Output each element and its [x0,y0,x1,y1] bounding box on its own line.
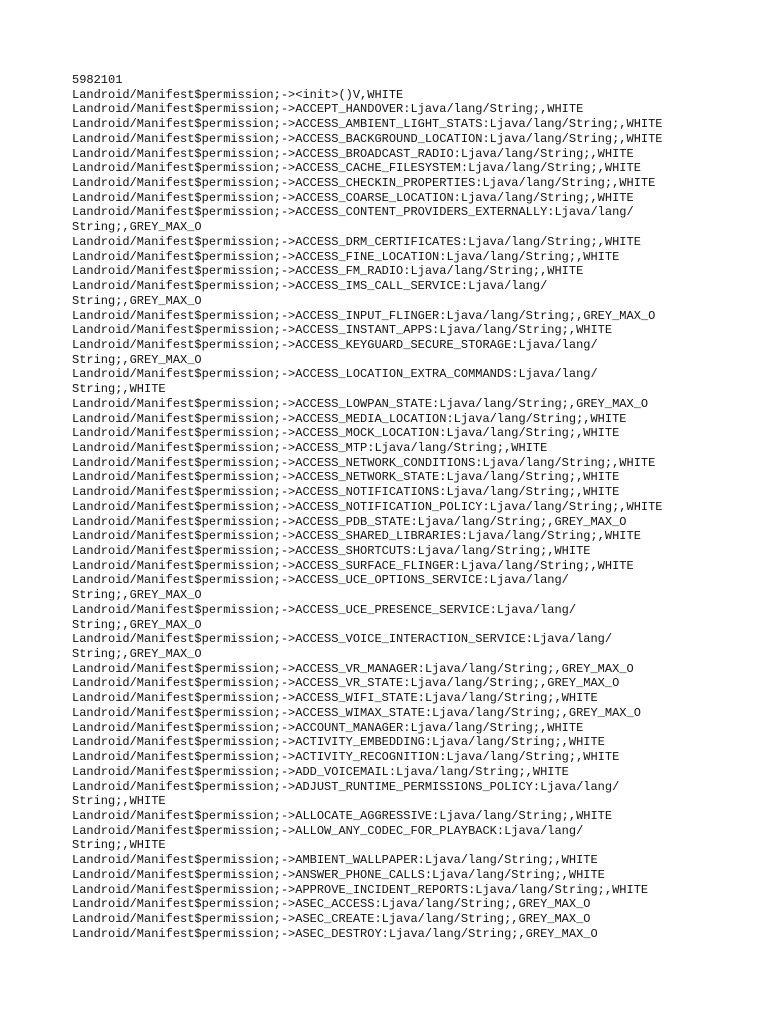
text-line: Landroid/Manifest$permission;->ACCESS_WIMAX_STATE:Ljava/lang/String;,GREY_MAX_O [72,705,641,720]
text-line: String;,GREY_MAX_O [72,588,202,603]
text-line: Landroid/Manifest$permission;->ADJUST_RUNTIME_PERMISSIONS_POLICY:Ljava/lang/ [72,779,620,794]
text-line: Landroid/Manifest$permission;->ACCESS_VR_STATE:Ljava/lang/String;,GREY_MAX_O [72,676,620,691]
text-line: Landroid/Manifest$permission;->ACCESS_KEYGUARD_SECURE_STORAGE:Ljava/lang/ [72,337,598,352]
text-line: Landroid/Manifest$permission;->ACCESS_FM_RADIO:Ljava/lang/String;,WHITE [72,264,584,279]
text-line: Landroid/Manifest$permission;->ALLOW_ANY_CODEC_FOR_PLAYBACK:Ljava/lang/ [72,823,584,838]
text-line: Landroid/Manifest$permission;->ACCESS_DRM_CERTIFICATES:Ljava/lang/String;,WHITE [72,234,641,249]
text-line: Landroid/Manifest$permission;->ACTIVITY_RECOGNITION:Ljava/lang/String;,WHITE [72,750,620,765]
text-line: Landroid/Manifest$permission;->ACCESS_CHECKIN_PROPERTIES:Ljava/lang/String;,WHITE [72,176,656,191]
text-line: String;,GREY_MAX_O [72,647,202,662]
text-line: Landroid/Manifest$permission;->ACCESS_COARSE_LOCATION:Ljava/lang/String;,WHITE [72,190,634,205]
text-line: Landroid/Manifest$permission;->APPROVE_INCIDENT_REPORTS:Ljava/lang/String;,WHITE [72,882,649,897]
text-line: Landroid/Manifest$permission;->ACCESS_UCE_PRESENCE_SERVICE:Ljava/lang/ [72,602,577,617]
text-line: String;,WHITE [72,838,166,853]
text-line: String;,WHITE [72,794,166,809]
text-line: Landroid/Manifest$permission;->ANSWER_PHONE_CALLS:Ljava/lang/String;,WHITE [72,867,605,882]
text-line: Landroid/Manifest$permission;->ACCESS_VR_MANAGER:Ljava/lang/String;,GREY_MAX_O [72,661,634,676]
text-line: Landroid/Manifest$permission;->ACCESS_PDB_STATE:Ljava/lang/String;,GREY_MAX_O [72,514,627,529]
text-line: String;,GREY_MAX_O [72,220,202,235]
text-line: Landroid/Manifest$permission;->ACCESS_NOTIFICATIONS:Ljava/lang/String;,WHITE [72,485,620,500]
text-line: Landroid/Manifest$permission;->ACCESS_SHORTCUTS:Ljava/lang/String;,WHITE [72,544,591,558]
text-line: String;,GREY_MAX_O [72,293,202,308]
text-line: Landroid/Manifest$permission;->ACCESS_UCE_OPTIONS_SERVICE:Ljava/lang/ [72,573,569,588]
text-line: Landroid/Manifest$permission;->ACCESS_VOICE_INTERACTION_SERVICE:Ljava/lang/ [72,632,613,647]
text-line: Landroid/Manifest$permission;->ACCESS_SURFACE_FLINGER:Ljava/lang/String;,WHITE [72,558,634,573]
text-line: Landroid/Manifest$permission;->ACCESS_LOCATION_EXTRA_COMMANDS:Ljava/lang/ [72,367,598,382]
text-line: Landroid/Manifest$permission;->ACCESS_CONTENT_PROVIDERS_EXTERNALLY:Ljava/lang/ [72,205,634,220]
text-line: Landroid/Manifest$permission;->ADD_VOICEMAIL:Ljava/lang/String;,WHITE [72,764,569,779]
text-line: String;,GREY_MAX_O [72,352,202,367]
text-line: Landroid/Manifest$permission;->ACCESS_WIFI_STATE:Ljava/lang/String;,WHITE [72,691,598,706]
document-id-line: 5982101 [72,73,123,87]
text-line: Landroid/Manifest$permission;->ASEC_ACCESS:Ljava/lang/String;,GREY_MAX_O [72,897,591,912]
text-line: Landroid/Manifest$permission;->ACCESS_INSTANT_APPS:Ljava/lang/String;,WHITE [72,323,613,338]
text-line: Landroid/Manifest$permission;->ACCESS_LOWPAN_STATE:Ljava/lang/String;,GREY_MAX_O [72,396,649,411]
text-line: Landroid/Manifest$permission;->ACTIVITY_EMBEDDING:Ljava/lang/String;,WHITE [72,735,605,750]
text-line: Landroid/Manifest$permission;->ACCEPT_HANDOVER:Ljava/lang/String;,WHITE [72,102,584,117]
text-line: Landroid/Manifest$permission;->ACCESS_MTP:Ljava/lang/String;,WHITE [72,440,548,455]
text-line: Landroid/Manifest$permission;->ACCESS_IMS_CALL_SERVICE:Ljava/lang/ [72,279,548,294]
text-line: Landroid/Manifest$permission;-><init>()V,WHITE [72,87,404,102]
text-line: Landroid/Manifest$permission;->ASEC_CREATE:Ljava/lang/String;,GREY_MAX_O [72,911,591,926]
text-line: Landroid/Manifest$permission;->ACCESS_BACKGROUND_LOCATION:Ljava/lang/String;,WHITE [72,131,663,146]
text-line: Landroid/Manifest$permission;->ACCESS_AMBIENT_LIGHT_STATS:Ljava/lang/String;,WHITE [72,117,663,132]
text-line: Landroid/Manifest$permission;->ACCESS_MEDIA_LOCATION:Ljava/lang/String;,WHITE [72,411,627,426]
text-line: Landroid/Manifest$permission;->ACCOUNT_MANAGER:Ljava/lang/String;,WHITE [72,720,584,735]
text-line: Landroid/Manifest$permission;->ACCESS_INPUT_FLINGER:Ljava/lang/String;,GREY_MAX_O [72,308,656,323]
text-line: String;,WHITE [72,382,166,397]
text-line: Landroid/Manifest$permission;->ALLOCATE_AGGRESSIVE:Ljava/lang/String;,WHITE [72,808,613,823]
text-line: Landroid/Manifest$permission;->ACCESS_MOCK_LOCATION:Ljava/lang/String;,WHITE [72,426,620,441]
text-line: Landroid/Manifest$permission;->ACCESS_BROADCAST_RADIO:Ljava/lang/String;,WHITE [72,146,634,161]
document-text [72,73,722,941]
text-line: Landroid/Manifest$permission;->ASEC_DESTROY:Ljava/lang/String;,GREY_MAX_O [72,926,598,941]
text-line: Landroid/Manifest$permission;->ACCESS_FINE_LOCATION:Ljava/lang/String;,WHITE [72,249,620,264]
text-line: Landroid/Manifest$permission;->ACCESS_NOTIFICATION_POLICY:Ljava/lang/String;,WHITE [72,499,663,514]
text-line: Landroid/Manifest$permission;->ACCESS_SHARED_LIBRARIES:Ljava/lang/String;,WHITE [72,529,641,544]
text-line: Landroid/Manifest$permission;->AMBIENT_WALLPAPER:Ljava/lang/String;,WHITE [72,853,598,868]
text-line: Landroid/Manifest$permission;->ACCESS_NETWORK_STATE:Ljava/lang/String;,WHITE [72,470,620,485]
text-line: Landroid/Manifest$permission;->ACCESS_NETWORK_CONDITIONS:Ljava/lang/String;,WHITE [72,455,656,470]
text-line: Landroid/Manifest$permission;->ACCESS_CACHE_FILESYSTEM:Ljava/lang/String;,WHITE [72,161,641,176]
text-line: String;,GREY_MAX_O [72,617,202,632]
